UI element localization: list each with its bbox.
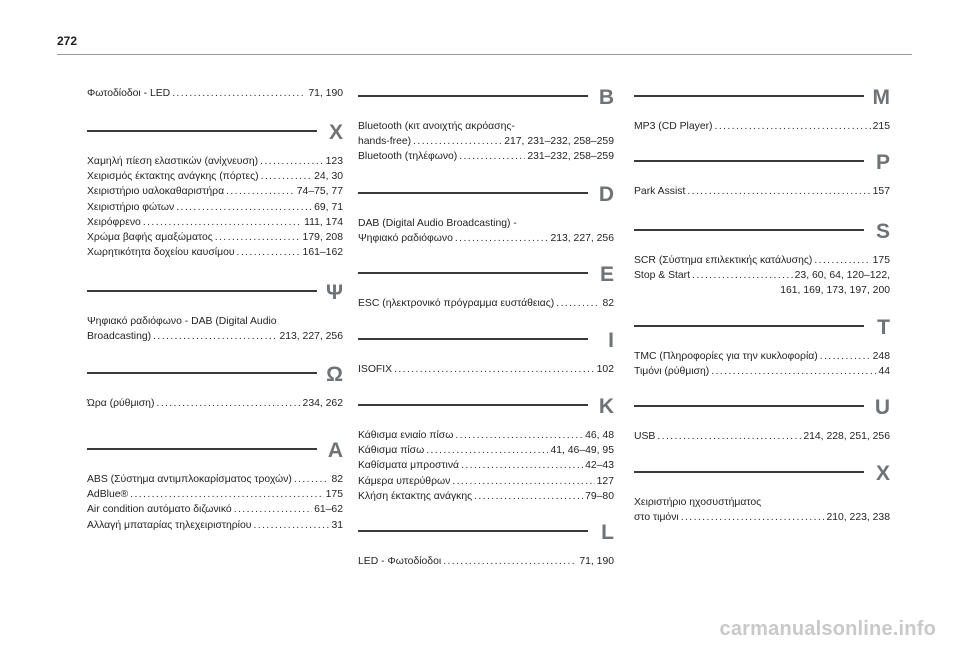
index-section-m — [634, 87, 890, 134]
section-rule — [634, 325, 864, 327]
entry-text: Χρώμα βαφής αμαξώματος — [87, 232, 213, 244]
entry-text-line1: Ψηφιακό ραδιόφωνο - DAB (Digital Audio — [87, 316, 277, 327]
leader-dots — [172, 86, 306, 101]
entry-pages: 24, 30 — [314, 171, 343, 183]
index-entry — [634, 364, 890, 379]
entry-text: ISOFIX — [358, 364, 393, 375]
entry-pages-continued: 161, 169, 173, 197, 200 — [780, 285, 890, 297]
index-entry — [87, 215, 343, 230]
site-watermark: carmanualsonline.info — [719, 618, 936, 640]
index-top-entries — [87, 86, 343, 101]
section-rule — [634, 229, 864, 231]
leader-dots — [260, 154, 324, 169]
entry-text: SCR (Σύστημα επιλεκτικής κατάλυσης) — [634, 255, 813, 266]
section-rule — [358, 192, 588, 194]
leader-dots — [711, 364, 876, 379]
page-number: 272 — [57, 34, 78, 48]
leader-dots — [156, 396, 300, 411]
entry-pages: 175 — [325, 489, 343, 501]
index-entry — [634, 429, 890, 444]
entry-text: Αλλαγή μπαταρίας τηλεχειριστηρίου — [87, 519, 252, 531]
section-rule — [634, 160, 864, 162]
entry-text: Καθίσματα μπροστινά — [358, 460, 460, 472]
index-entry — [358, 231, 614, 246]
index-entry — [634, 268, 890, 283]
section-letter: B — [598, 86, 614, 109]
entry-pages: 41, 46–49, 95 — [550, 445, 614, 457]
leader-dots — [234, 502, 312, 517]
entry-text: Τιμόνι (ρύθμιση) — [634, 366, 710, 378]
section-letter: P — [875, 151, 890, 174]
leader-dots — [253, 518, 329, 533]
section-letter: K — [598, 395, 614, 418]
entry-pages: 44 — [878, 366, 890, 378]
entry-pages: 213, 227, 256 — [550, 233, 614, 245]
entry-text: Broadcasting) — [87, 331, 152, 343]
index-section-x — [634, 463, 890, 525]
index-entry — [87, 518, 343, 533]
index-section-psi — [87, 282, 343, 344]
index-entry — [87, 86, 343, 101]
leader-dots — [452, 474, 594, 489]
leader-dots — [237, 245, 301, 260]
section-letter: T — [877, 316, 890, 339]
leader-dots — [261, 169, 313, 184]
entry-text: USB — [634, 431, 656, 442]
leader-dots — [814, 253, 870, 268]
section-letter: Ψ — [326, 281, 343, 304]
entry-text: Χειρόφρενο — [87, 216, 141, 228]
leader-dots — [143, 215, 302, 230]
section-rule — [87, 372, 317, 374]
leader-dots — [443, 554, 577, 569]
entry-pages: 102 — [596, 364, 614, 375]
entry-pages: 210, 223, 238 — [826, 512, 890, 524]
index-entry — [358, 149, 614, 164]
entry-pages: 123 — [325, 156, 343, 167]
leader-dots — [130, 487, 323, 502]
entry-pages: 161–162 — [302, 247, 343, 259]
entry-text: MP3 (CD Player) — [634, 121, 713, 132]
section-letter: Χ — [328, 121, 343, 144]
index-entry — [358, 474, 614, 489]
index-section-omega — [87, 364, 343, 411]
index-entry — [87, 487, 343, 502]
index-entry — [87, 230, 343, 245]
entry-pages: 74–75, 77 — [296, 186, 343, 198]
entry-pages: 214, 228, 251, 256 — [803, 431, 890, 442]
entry-pages: 234, 262 — [302, 398, 343, 409]
leader-dots — [820, 349, 871, 364]
index-section-chi — [87, 122, 343, 260]
entry-pages: 69, 71 — [314, 201, 343, 213]
leader-dots — [215, 230, 301, 245]
index-entry — [87, 200, 343, 215]
index-entry — [87, 154, 343, 169]
entry-pages: 179, 208 — [302, 232, 343, 244]
entry-pages: 217, 231–232, 258–259 — [504, 136, 614, 148]
index-section-u — [634, 397, 890, 444]
leader-dots — [426, 443, 548, 458]
leader-dots — [153, 329, 277, 344]
section-letter: U — [874, 396, 890, 419]
leader-dots — [692, 268, 793, 283]
index-section-p — [634, 152, 890, 199]
section-letter: D — [598, 183, 614, 206]
section-rule — [358, 404, 588, 406]
leader-dots — [556, 296, 600, 311]
section-rule — [634, 471, 864, 473]
entry-pages: 82 — [602, 298, 614, 309]
index-section-t — [634, 317, 890, 379]
entry-pages: 213, 227, 256 — [279, 331, 343, 343]
leader-dots — [474, 489, 583, 504]
index-section-d — [358, 184, 614, 246]
entry-text: Φωτοδίοδοι - LED — [87, 88, 171, 99]
index-entry — [87, 396, 343, 411]
entry-pages: 31 — [331, 519, 343, 531]
index-section-s — [634, 221, 890, 299]
entry-text: Κάμερα υπερύθρων — [358, 475, 451, 487]
entry-text: Stop & Start — [634, 270, 691, 282]
index-section-l — [358, 522, 614, 569]
entry-pages: 79–80 — [585, 490, 614, 502]
index-entry — [358, 296, 614, 311]
leader-dots — [459, 149, 525, 164]
entry-text: Bluetooth (τηλέφωνο) — [358, 151, 458, 163]
entry-pages: 71, 190 — [308, 88, 343, 99]
index-entry — [87, 502, 343, 517]
section-letter: S — [875, 220, 890, 243]
leader-dots — [455, 231, 549, 246]
index-entry — [358, 554, 614, 569]
leader-dots — [687, 184, 870, 199]
leader-dots — [657, 429, 801, 444]
section-rule — [358, 95, 588, 97]
entry-text: Κάθισμα πίσω — [358, 445, 425, 457]
section-rule — [358, 338, 588, 340]
entry-text: ESC (ηλεκτρονικό πρόγραμμα ευστάθειας) — [358, 298, 555, 309]
index-section-k — [358, 396, 614, 504]
entry-pages: 23, 60, 64, 120–122, — [794, 270, 890, 282]
index-entry — [634, 349, 890, 364]
entry-text: Ώρα (ρύθμιση) — [87, 398, 155, 409]
index-entry — [358, 458, 614, 473]
section-rule — [87, 448, 317, 450]
entry-text: Χειριστήριο υαλοκαθαριστήρα — [87, 186, 225, 198]
leader-dots — [455, 428, 583, 443]
entry-pages: 71, 190 — [579, 556, 614, 567]
entry-text: LED - Φωτοδίοδοι — [358, 556, 442, 567]
entry-text: ABS (Σύστημα αντιμπλοκαρίσματος τροχών) — [87, 474, 292, 485]
index-section-i — [358, 330, 614, 377]
section-letter: I — [608, 329, 614, 352]
entry-text: Χειρισμός έκτακτης ανάγκης (πόρτες) — [87, 171, 259, 183]
entry-pages: 157 — [872, 186, 890, 197]
section-rule — [87, 290, 317, 292]
entry-pages: 111, 174 — [304, 216, 343, 228]
entry-text-line1: Bluetooth (κιτ ανοιχτής ακρόασης- — [358, 121, 515, 132]
section-letter: Ω — [326, 363, 343, 386]
leader-dots — [294, 472, 330, 487]
index-entry — [87, 184, 343, 199]
leader-dots — [681, 510, 825, 525]
entry-text-line1: Χειριστήριο ηχοσυστήματος — [634, 497, 762, 508]
entry-pages: 215 — [872, 121, 890, 132]
entry-text: AdBlue® — [87, 489, 129, 501]
section-letter: X — [875, 462, 890, 485]
index-entry — [634, 253, 890, 268]
index-section-e — [358, 264, 614, 311]
entry-text: Park Assist — [634, 186, 686, 197]
index-entry — [358, 489, 614, 504]
entry-text: Χαμηλή πίεση ελαστικών (ανίχνευση) — [87, 156, 259, 167]
leader-dots — [715, 119, 871, 134]
leader-dots — [461, 458, 583, 473]
section-letter: E — [599, 263, 614, 286]
index-entry — [358, 134, 614, 149]
entry-pages: 127 — [596, 475, 614, 487]
entry-pages: 231–232, 258–259 — [527, 151, 614, 163]
entry-text: Χωρητικότητα δοχείου καυσίμου — [87, 247, 235, 259]
index-entry — [358, 362, 614, 377]
entry-pages: 46, 48 — [585, 430, 614, 441]
index-entry — [87, 472, 343, 487]
section-letter: M — [872, 86, 890, 109]
index-entry — [87, 245, 343, 260]
section-rule — [358, 530, 588, 532]
index-entry — [358, 428, 614, 443]
section-rule — [87, 130, 317, 132]
leader-dots — [176, 200, 312, 215]
entry-text: Χειριστήριο φώτων — [87, 201, 175, 213]
index-entry — [634, 184, 890, 199]
entry-pages: 175 — [872, 255, 890, 266]
entry-text: Κλήση έκτακτης ανάγκης — [358, 490, 473, 502]
index-entry — [87, 169, 343, 184]
entry-pages: 82 — [331, 474, 343, 485]
entry-text-line1: DAB (Digital Audio Broadcasting) - — [358, 218, 517, 229]
entry-text: hands-free) — [358, 136, 412, 148]
section-rule — [634, 95, 864, 97]
index-entry — [87, 329, 343, 344]
leader-dots — [394, 362, 595, 377]
index-entry — [358, 443, 614, 458]
entry-text: TMC (Πληροφορίες για την κυκλοφορία) — [634, 351, 818, 362]
section-rule — [358, 272, 588, 274]
index-entry — [634, 510, 890, 525]
section-letter: L — [601, 521, 614, 544]
section-rule — [634, 405, 864, 407]
leader-dots — [226, 184, 295, 199]
index-entry — [634, 119, 890, 134]
entry-text: Air condition αυτόματο διζωνικό — [87, 504, 232, 516]
entry-pages: 42–43 — [585, 460, 614, 472]
top-rule — [57, 54, 912, 55]
section-letter: A — [327, 439, 343, 462]
index-section-a — [87, 440, 343, 533]
entry-pages: 248 — [872, 351, 890, 362]
entry-text: Κάθισμα ενιαίο πίσω — [358, 430, 454, 441]
entry-pages: 61–62 — [314, 504, 343, 516]
index-section-b — [358, 87, 614, 165]
entry-text: Ψηφιακό ραδιόφωνο — [358, 233, 453, 245]
entry-text: στο τιμόνι — [634, 512, 679, 524]
leader-dots — [413, 134, 502, 149]
